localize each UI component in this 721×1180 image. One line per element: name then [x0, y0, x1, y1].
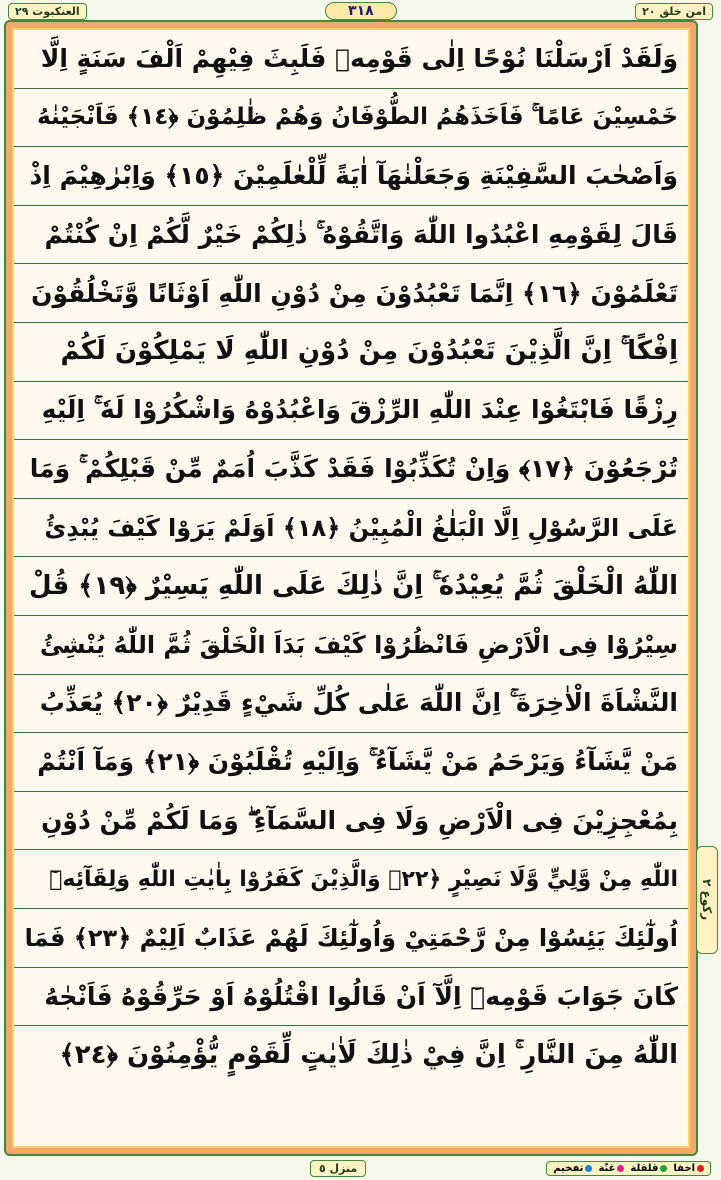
quran-line: مَنْ يَّشَآءُ وَيَرْحَمُ مَنْ يَّشَآءُ ۚ وَاِلَيْهِ تُقْلَبُوْنَ ﴿٢١﴾ وَمَآ اَنْتُمْ	[14, 733, 688, 792]
quran-line: خَمْسِيْنَ عَامًا ۚ فَاَخَذَهُمُ الطُّوْفَانُ وَهُمْ ظٰلِمُوْنَ ﴿١٤﴾ فَاَنْجَيْنٰهُ	[14, 89, 688, 148]
quran-line: النَّشْاَةَ الْاٰخِرَةَ ۚ اِنَّ اللّٰهَ عَلٰى كُلِّ شَيْءٍ قَدِيْرٌ ﴿٢٠﴾ يُعَذِّبُ	[14, 675, 688, 734]
quran-line: اللّٰهُ مِنَ النَّارِ ۚ اِنَّ فِيْ ذٰلِكَ لَاٰيٰتٍ لِّقَوْمٍ يُّؤْمِنُوْنَ ﴿٢٤﴾	[59, 1039, 678, 1070]
surah-label: العنكبوت ٢٩	[8, 3, 87, 20]
quran-lines	[14, 30, 688, 1085]
quran-line: تُرْجَعُوْنَ ﴿١٧﴾ وَاِنْ تُكَذِّبُوْا فَقَدْ كَذَّبَ اُمَمٌ مِّنْ قَبْلِكُمْ ۚ وَمَا	[14, 440, 688, 499]
quran-line: اللّٰهِ مِنْ وَّلِيٍّ وَّلَا نَصِيْرٍ ﴿٢٢﴾ وَالَّذِيْنَ كَفَرُوْا بِاٰيٰتِ اللّٰهِ وَلِقَآئِهٖٓ	[14, 850, 688, 909]
quran-line: سِيْرُوْا فِى الْاَرْضِ فَانْظُرُوْا كَيْفَ بَدَاَ الْخَلْقَ ثُمَّ اللّٰهُ يُنْشِئُ	[14, 616, 688, 675]
legend-item	[673, 1163, 704, 1174]
page-number: ٣١٨	[325, 2, 397, 20]
quran-line: قَالَ لِقَوْمِهِ اعْبُدُوا اللّٰهَ وَاتَّقُوْهُ ۚ ذٰلِكُمْ خَيْرٌ لَّكُمْ اِنْ كُنْتُمْ	[14, 206, 688, 265]
legend-label: قلقلة	[630, 1162, 659, 1174]
quran-line: بِمُعْجِزِيْنَ فِى الْاَرْضِ وَلَا فِى السَّمَآءِ ۖ وَمَا لَكُمْ مِّنْ دُوْنِ	[14, 792, 688, 851]
quran-line: اللّٰهُ الْخَلْقَ ثُمَّ يُعِيْدُهٗ ۚ اِنَّ ذٰلِكَ عَلَى اللّٰهِ يَسِيْرٌ ﴿١٩﴾ قُلْ	[14, 557, 688, 616]
color-dot-icon	[660, 1165, 667, 1172]
quran-line: رِزْقًا فَابْتَغُوْا عِنْدَ اللّٰهِ الرِّزْقَ وَاعْبُدُوْهُ وَاشْكُرُوْا لَهٗ ۚ اِلَيْهِ	[14, 382, 688, 441]
quran-line: كَانَ جَوَابَ قَوْمِهٖٓ اِلَّآ اَنْ قَالُوا اقْتُلُوْهُ اَوْ حَرِّقُوْهُ فَاَنْجٰهُ	[14, 968, 688, 1027]
legend-item	[553, 1163, 592, 1174]
quran-line: اُولٰٓئِكَ يَئِسُوْا مِنْ رَّحْمَتِيْ وَاُولٰٓئِكَ لَهُمْ عَذَابٌ اَلِيْمٌ ﴿٢٣﴾ فَمَا	[14, 909, 688, 968]
quran-line: وَاَصْحٰبَ السَّفِيْنَةِ وَجَعَلْنٰهَآ اٰيَةً لِّلْعٰلَمِيْنَ ﴿١٥﴾ وَاِبْرٰهِيْمَ اِذْ	[14, 147, 688, 206]
quran-line: تَعْلَمُوْنَ ﴿١٦﴾ اِنَّمَا تَعْبُدُوْنَ مِنْ دُوْنِ اللّٰهِ اَوْثَانًا وَّتَخْلُقُوْنَ	[14, 264, 688, 323]
footer-bar	[0, 1156, 721, 1180]
ruku-marker: ركوع ٢	[696, 846, 718, 954]
legend-item	[630, 1163, 667, 1174]
quran-line: عَلَى الرَّسُوْلِ اِلَّا الْبَلٰغُ الْمُبِيْنُ ﴿١٨﴾ اَوَلَمْ يَرَوْا كَيْفَ يُبْدِئُ	[14, 499, 688, 558]
color-dot-icon	[697, 1165, 704, 1172]
header-bar	[0, 0, 721, 22]
legend-label: اخفا	[673, 1162, 695, 1174]
manzil-label: منزل ٥	[310, 1160, 366, 1177]
juz-label: امن خلق ٢٠	[635, 3, 713, 20]
legend-label: تفخيم	[553, 1162, 584, 1174]
color-dot-icon	[617, 1165, 624, 1172]
tajweed-legend	[546, 1161, 711, 1176]
legend-label: غنّة	[598, 1162, 616, 1174]
legend-item	[598, 1163, 624, 1174]
quran-line: اِفْكًا ۚ اِنَّ الَّذِيْنَ تَعْبُدُوْنَ مِنْ دُوْنِ اللّٰهِ لَا يَمْلِكُوْنَ لَكُمْ	[14, 323, 688, 382]
color-dot-icon	[585, 1165, 592, 1172]
quran-line: وَلَقَدْ اَرْسَلْنَا نُوْحًا اِلٰى قَوْمِهٖ فَلَبِثَ فِيْهِمْ اَلْفَ سَنَةٍ اِلَّا	[14, 30, 688, 89]
